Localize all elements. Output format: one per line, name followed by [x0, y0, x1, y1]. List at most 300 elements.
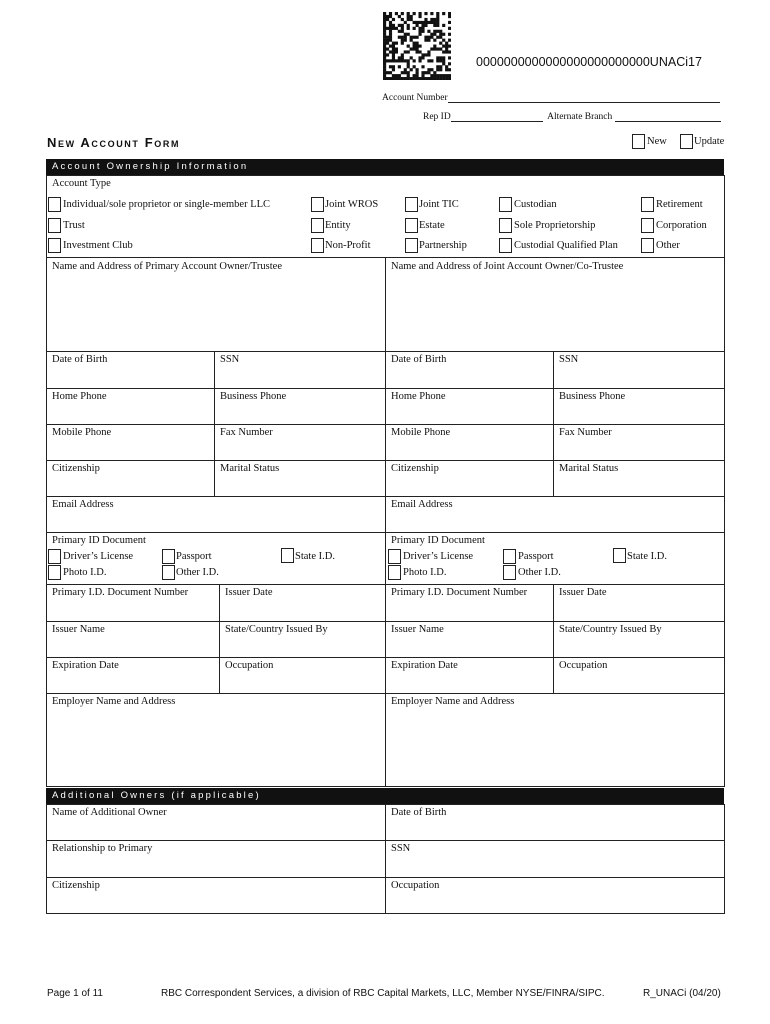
barcode-module	[395, 74, 398, 77]
footer-form-id: R_UNACi (04/20)	[643, 988, 721, 999]
barcode-module	[389, 59, 392, 62]
primary-home-phone-field[interactable]: Home Phone	[52, 391, 107, 402]
barcode-module	[407, 71, 410, 74]
primary-occupation-field[interactable]: Occupation	[225, 660, 274, 671]
barcode-module	[386, 59, 389, 62]
barcode-module	[416, 24, 419, 27]
barcode-module	[416, 68, 419, 71]
barcode-module	[418, 59, 421, 62]
barcode-module	[407, 74, 410, 77]
primary-citizenship-field[interactable]: Citizenship	[52, 463, 100, 474]
barcode-module	[395, 59, 398, 62]
corporation-label: Corporation	[656, 220, 707, 231]
barcode-module	[401, 39, 404, 42]
barcode-module	[413, 45, 416, 48]
primary-mobile-phone-field[interactable]: Mobile Phone	[52, 427, 112, 438]
primary-id-doc-label: Primary ID Document	[52, 535, 146, 546]
barcode-module	[418, 33, 421, 36]
barcode-module	[436, 74, 439, 77]
barcode-module	[407, 12, 410, 15]
barcode-module	[439, 42, 442, 45]
barcode-module	[448, 27, 451, 30]
barcode-module	[383, 68, 386, 71]
barcode-module	[398, 15, 401, 18]
joint-wros-label: Joint WROS	[325, 199, 379, 210]
barcode-module	[421, 65, 424, 68]
new-checkbox[interactable]	[632, 134, 645, 149]
sole-proprietorship-label: Sole Proprietorship	[514, 220, 596, 231]
barcode-module	[448, 68, 451, 71]
joint-business-phone-field[interactable]: Business Phone	[559, 391, 626, 402]
additional-occupation-field[interactable]: Occupation	[391, 880, 440, 891]
barcode-module	[424, 12, 427, 15]
barcode-module	[383, 56, 386, 59]
barcode-module	[392, 47, 395, 50]
barcode-module	[436, 65, 439, 68]
barcode-module	[448, 56, 451, 59]
barcode-module	[389, 65, 392, 68]
joint-expiration-field[interactable]: Expiration Date	[391, 660, 458, 671]
barcode-2d-code	[383, 12, 451, 80]
barcode-module	[395, 12, 398, 15]
barcode-module	[442, 74, 445, 77]
joint-dob-field[interactable]: Date of Birth	[391, 354, 447, 365]
barcode-module	[439, 30, 442, 33]
barcode-module	[424, 71, 427, 74]
form-title: New Account Form	[47, 135, 181, 150]
other-type-checkbox[interactable]	[641, 238, 654, 253]
barcode-module	[389, 30, 392, 33]
barcode-module	[398, 36, 401, 39]
barcode-module	[404, 77, 407, 80]
primary-photo-id-label: Photo I.D.	[63, 567, 107, 578]
rep-id-field[interactable]	[423, 111, 721, 122]
barcode-module	[398, 65, 401, 68]
primary-name-address-field[interactable]: Name and Address of Primary Account Owner/Trustee	[52, 261, 282, 272]
custodian-checkbox[interactable]	[499, 197, 512, 212]
estate-label: Estate	[419, 220, 445, 231]
barcode-module	[448, 74, 451, 77]
barcode-module	[395, 77, 398, 80]
barcode-module	[386, 71, 389, 74]
primary-other-id-label: Other I.D.	[176, 567, 219, 578]
barcode-module	[404, 21, 407, 24]
primary-issuer-name-field[interactable]: Issuer Name	[52, 624, 105, 635]
barcode-module	[413, 77, 416, 80]
alternate-branch-label: Alternate Branch	[547, 112, 613, 122]
barcode-module	[430, 18, 433, 21]
retirement-checkbox[interactable]	[641, 197, 654, 212]
barcode-module	[401, 24, 404, 27]
barcode-module	[410, 47, 413, 50]
entity-checkbox[interactable]	[311, 218, 324, 233]
joint-photo-id-label: Photo I.D.	[403, 567, 447, 578]
section-header-ownership: Account Ownership Information	[46, 159, 724, 175]
barcode-module	[448, 21, 451, 24]
barcode-module	[418, 12, 421, 15]
joint-issuer-date-field[interactable]: Issuer Date	[559, 587, 607, 598]
barcode-module	[442, 77, 445, 80]
barcode-module	[407, 62, 410, 65]
barcode-module	[433, 71, 436, 74]
barcode-module	[436, 47, 439, 50]
barcode-module	[389, 33, 392, 36]
joint-marital-field[interactable]: Marital Status	[559, 463, 619, 474]
barcode-module	[392, 74, 395, 77]
barcode-module	[383, 71, 386, 74]
joint-state-country-field[interactable]: State/Country Issued By	[559, 624, 662, 635]
barcode-module	[383, 36, 386, 39]
barcode-module	[395, 50, 398, 53]
barcode-module	[401, 59, 404, 62]
primary-dob-field[interactable]: Date of Birth	[52, 354, 108, 365]
barcode-module	[433, 74, 436, 77]
barcode-module	[413, 21, 416, 24]
barcode-module	[413, 74, 416, 77]
barcode-module	[445, 50, 448, 53]
trust-checkbox[interactable]	[48, 218, 61, 233]
barcode-module	[389, 15, 392, 18]
barcode-module	[430, 21, 433, 24]
barcode-module	[386, 36, 389, 39]
partnership-checkbox[interactable]	[405, 238, 418, 253]
primary-issuer-date-field[interactable]: Issuer Date	[225, 587, 273, 598]
barcode-module	[398, 74, 401, 77]
barcode-module	[448, 39, 451, 42]
barcode-module	[416, 45, 419, 48]
barcode-module	[433, 18, 436, 21]
barcode-module	[430, 36, 433, 39]
barcode-module	[410, 77, 413, 80]
barcode-module	[392, 56, 395, 59]
barcode-module	[413, 27, 416, 30]
barcode-module	[404, 50, 407, 53]
barcode-module	[421, 71, 424, 74]
barcode-module	[401, 27, 404, 30]
barcode-module	[436, 59, 439, 62]
barcode-module	[442, 50, 445, 53]
additional-ssn-field[interactable]: SSN	[391, 843, 411, 854]
primary-expiration-field[interactable]: Expiration Date	[52, 660, 119, 671]
additional-relationship-field[interactable]: Relationship to Primary	[52, 843, 153, 854]
barcode-module	[395, 42, 398, 45]
joint-tic-checkbox[interactable]	[405, 197, 418, 212]
barcode-module	[413, 36, 416, 39]
joint-fax-field[interactable]: Fax Number	[559, 427, 612, 438]
barcode-module	[436, 24, 439, 27]
barcode-module	[433, 47, 436, 50]
barcode-module	[418, 30, 421, 33]
joint-ssn-field[interactable]: SSN	[559, 354, 579, 365]
primary-marital-field[interactable]: Marital Status	[220, 463, 280, 474]
primary-id-number-field[interactable]: Primary I.D. Document Number	[52, 587, 189, 598]
joint-other-id-checkbox[interactable]	[503, 565, 516, 580]
barcode-module	[404, 33, 407, 36]
joint-wros-checkbox[interactable]	[311, 197, 324, 212]
barcode-module	[427, 30, 430, 33]
investment-club-checkbox[interactable]	[48, 238, 61, 253]
joint-passport-checkbox[interactable]	[503, 549, 516, 564]
barcode-module	[413, 47, 416, 50]
barcode-module	[448, 33, 451, 36]
barcode-module	[392, 42, 395, 45]
retirement-label: Retirement	[656, 199, 703, 210]
barcode-module	[430, 68, 433, 71]
joint-id-number-field[interactable]: Primary I.D. Document Number	[391, 587, 528, 598]
barcode-module	[383, 47, 386, 50]
primary-state-id-checkbox[interactable]	[281, 548, 294, 563]
barcode-module	[410, 56, 413, 59]
barcode-module	[430, 77, 433, 80]
section-header-additional-owners: Additional Owners (if applicable)	[46, 788, 724, 804]
account-number-field[interactable]	[382, 92, 720, 103]
barcode-module	[433, 24, 436, 27]
footer-page-number: Page 1 of 11	[47, 988, 103, 999]
custodial-qualified-plan-label: Custodial Qualified Plan	[514, 240, 618, 251]
additional-citizenship-field[interactable]: Citizenship	[52, 880, 100, 891]
barcode-module	[433, 30, 436, 33]
rep-id-label: Rep ID	[423, 112, 451, 122]
barcode-module	[436, 36, 439, 39]
primary-employer-field[interactable]: Employer Name and Address	[52, 696, 176, 707]
primary-ssn-field[interactable]: SSN	[220, 354, 240, 365]
barcode-module	[386, 27, 389, 30]
barcode-module	[404, 39, 407, 42]
primary-photo-id-checkbox[interactable]	[48, 565, 61, 580]
barcode-module	[421, 24, 424, 27]
barcode-code-text: 0000000000000000000000000UNACi17	[476, 55, 702, 69]
barcode-module	[401, 77, 404, 80]
barcode-module	[424, 18, 427, 21]
joint-tic-label: Joint TIC	[419, 199, 459, 210]
barcode-module	[407, 24, 410, 27]
barcode-module	[389, 27, 392, 30]
barcode-module	[395, 27, 398, 30]
barcode-module	[413, 12, 416, 15]
barcode-module	[383, 53, 386, 56]
update-checkbox[interactable]	[680, 134, 693, 149]
joint-issuer-name-field[interactable]: Issuer Name	[391, 624, 444, 635]
primary-other-id-checkbox[interactable]	[162, 565, 175, 580]
joint-home-phone-field[interactable]: Home Phone	[391, 391, 446, 402]
barcode-module	[442, 62, 445, 65]
barcode-module	[442, 59, 445, 62]
barcode-module	[421, 74, 424, 77]
barcode-module	[445, 74, 448, 77]
barcode-module	[418, 56, 421, 59]
barcode-module	[421, 53, 424, 56]
barcode-module	[439, 77, 442, 80]
barcode-module	[448, 62, 451, 65]
barcode-module	[427, 50, 430, 53]
barcode-module	[436, 21, 439, 24]
barcode-module	[383, 62, 386, 65]
barcode-module	[392, 59, 395, 62]
barcode-module	[395, 47, 398, 50]
barcode-module	[407, 33, 410, 36]
barcode-module	[439, 65, 442, 68]
barcode-module	[404, 36, 407, 39]
barcode-module	[448, 45, 451, 48]
barcode-module	[389, 45, 392, 48]
joint-occupation-field[interactable]: Occupation	[559, 660, 608, 671]
barcode-module	[386, 47, 389, 50]
barcode-module	[389, 71, 392, 74]
barcode-module	[421, 56, 424, 59]
barcode-module	[445, 42, 448, 45]
barcode-module	[413, 42, 416, 45]
account-number-label: Account Number	[382, 93, 448, 103]
barcode-module	[389, 24, 392, 27]
barcode-module	[439, 36, 442, 39]
barcode-module	[383, 74, 386, 77]
barcode-module	[439, 56, 442, 59]
sole-proprietorship-checkbox[interactable]	[499, 218, 512, 233]
barcode-module	[448, 77, 451, 80]
barcode-module	[436, 77, 439, 80]
joint-mobile-phone-field[interactable]: Mobile Phone	[391, 427, 451, 438]
barcode-module	[416, 36, 419, 39]
estate-checkbox[interactable]	[405, 218, 418, 233]
barcode-module	[445, 47, 448, 50]
barcode-module	[445, 68, 448, 71]
barcode-module	[436, 30, 439, 33]
barcode-module	[413, 59, 416, 62]
barcode-module	[407, 77, 410, 80]
barcode-module	[421, 27, 424, 30]
primary-passport-label: Passport	[176, 551, 212, 562]
barcode-module	[430, 12, 433, 15]
barcode-module	[401, 12, 404, 15]
barcode-module	[448, 50, 451, 53]
barcode-module	[407, 27, 410, 30]
barcode-module	[392, 27, 395, 30]
barcode-module	[410, 39, 413, 42]
barcode-module	[383, 27, 386, 30]
barcode-module	[439, 59, 442, 62]
new-label: New	[647, 136, 667, 147]
barcode-module	[430, 33, 433, 36]
primary-drivers-license-checkbox[interactable]	[48, 549, 61, 564]
barcode-module	[448, 12, 451, 15]
barcode-module	[439, 68, 442, 71]
joint-drivers-license-label: Driver’s License	[403, 551, 474, 562]
custodial-qualified-plan-checkbox[interactable]	[499, 238, 512, 253]
additional-dob-field[interactable]: Date of Birth	[391, 807, 447, 818]
footer-company-text: RBC Correspondent Services, a division of RBC Capital Markets, LLC, Member NYSE/FINRA/SIPC.	[161, 988, 605, 999]
individual-checkbox[interactable]	[48, 197, 61, 212]
barcode-module	[436, 15, 439, 18]
barcode-module	[389, 21, 392, 24]
barcode-module	[418, 50, 421, 53]
barcode-module	[424, 39, 427, 42]
barcode-module	[386, 15, 389, 18]
barcode-module	[416, 50, 419, 53]
barcode-module	[421, 21, 424, 24]
barcode-module	[427, 71, 430, 74]
barcode-module	[424, 36, 427, 39]
barcode-module	[445, 45, 448, 48]
barcode-module	[439, 33, 442, 36]
additional-name-field[interactable]: Name of Additional Owner	[52, 807, 167, 818]
primary-email-field[interactable]: Email Address	[52, 499, 114, 510]
barcode-module	[433, 45, 436, 48]
barcode-module	[392, 24, 395, 27]
primary-passport-checkbox[interactable]	[162, 549, 175, 564]
joint-citizenship-field[interactable]: Citizenship	[391, 463, 439, 474]
barcode-module	[404, 71, 407, 74]
barcode-module	[398, 24, 401, 27]
barcode-module	[410, 68, 413, 71]
barcode-module	[392, 68, 395, 71]
barcode-module	[383, 77, 386, 80]
barcode-module	[410, 15, 413, 18]
barcode-module	[389, 12, 392, 15]
barcode-module	[421, 30, 424, 33]
corporation-checkbox[interactable]	[641, 218, 654, 233]
barcode-module	[448, 15, 451, 18]
barcode-module	[383, 45, 386, 48]
joint-name-address-field[interactable]: Name and Address of Joint Account Owner/Co-Trustee	[391, 261, 624, 272]
barcode-module	[383, 42, 386, 45]
barcode-module	[418, 45, 421, 48]
joint-employer-field[interactable]: Employer Name and Address	[391, 696, 515, 707]
joint-state-id-checkbox[interactable]	[613, 548, 626, 563]
barcode-module	[407, 65, 410, 68]
barcode-module	[427, 36, 430, 39]
barcode-module	[416, 77, 419, 80]
barcode-module	[442, 12, 445, 15]
primary-state-country-field[interactable]: State/Country Issued By	[225, 624, 328, 635]
primary-business-phone-field[interactable]: Business Phone	[220, 391, 287, 402]
barcode-module	[389, 39, 392, 42]
joint-other-id-label: Other I.D.	[518, 567, 561, 578]
joint-email-field[interactable]: Email Address	[391, 499, 453, 510]
barcode-module	[424, 53, 427, 56]
barcode-module	[398, 56, 401, 59]
barcode-module	[410, 36, 413, 39]
barcode-module	[383, 50, 386, 53]
non-profit-checkbox[interactable]	[311, 238, 324, 253]
barcode-module	[442, 24, 445, 27]
barcode-module	[386, 42, 389, 45]
barcode-module	[398, 59, 401, 62]
barcode-module	[386, 53, 389, 56]
barcode-module	[427, 68, 430, 71]
barcode-module	[427, 53, 430, 56]
barcode-module	[416, 71, 419, 74]
barcode-module	[392, 18, 395, 21]
joint-drivers-license-checkbox[interactable]	[388, 549, 401, 564]
barcode-module	[383, 24, 386, 27]
barcode-module	[442, 39, 445, 42]
barcode-module	[389, 50, 392, 53]
barcode-module	[383, 65, 386, 68]
barcode-module	[421, 77, 424, 80]
barcode-module	[418, 15, 421, 18]
barcode-module	[398, 77, 401, 80]
barcode-module	[383, 39, 386, 42]
joint-photo-id-checkbox[interactable]	[388, 565, 401, 580]
primary-fax-field[interactable]: Fax Number	[220, 427, 273, 438]
other-type-label: Other	[656, 240, 680, 251]
barcode-module	[392, 45, 395, 48]
barcode-module	[389, 36, 392, 39]
barcode-module	[442, 56, 445, 59]
barcode-module	[407, 45, 410, 48]
individual-label: Individual/sole proprietor or single-member LLC	[63, 199, 271, 210]
barcode-module	[427, 21, 430, 24]
